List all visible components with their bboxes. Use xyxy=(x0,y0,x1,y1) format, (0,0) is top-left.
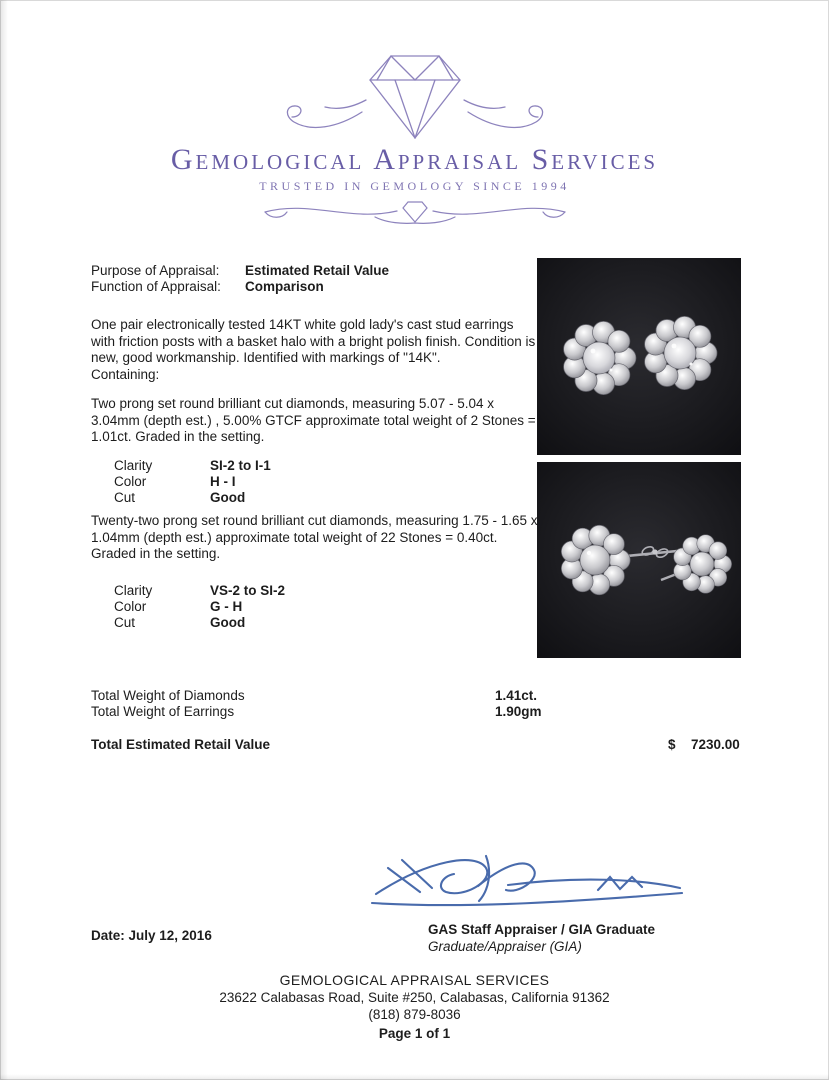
footer-address: 23622 Calabasas Road, Suite #250, Calabasas, California 91362 xyxy=(219,990,610,1005)
appraiser-credentials xyxy=(428,922,655,955)
footer-page-number: Page 1 of 1 xyxy=(378,1026,451,1041)
certificate-header xyxy=(0,50,829,230)
grade-label: Cut xyxy=(114,489,136,505)
grade-label: Color xyxy=(114,473,147,489)
grade-value: Good xyxy=(210,614,246,630)
grade-value: H - I xyxy=(210,473,236,489)
earrings-photo-front xyxy=(537,258,741,455)
grade-value: SI-2 to I-1 xyxy=(210,458,271,473)
diamond-logo-icon xyxy=(265,50,565,142)
purpose-value: Estimated Retail Value xyxy=(245,263,390,278)
earrings-photo-side xyxy=(537,462,741,658)
company-tagline: TRUSTED IN GEMOLOGY SINCE 1994 xyxy=(259,178,570,193)
appraiser-signature xyxy=(358,846,696,920)
signature-ink-icon xyxy=(358,846,696,920)
grade-label: Color xyxy=(114,598,147,614)
item-description-text: One pair electronically tested 14KT white gold lady's cast stud earrings with friction posts with a basket halo with a bright polish finish. Condition is new, good workmanship. Identified with markings of "14K". xyxy=(91,317,536,365)
purpose-label: Purpose of Appraisal: xyxy=(91,263,220,278)
retail-currency: $ xyxy=(668,737,676,752)
function-value: Comparison xyxy=(245,279,324,294)
function-label: Function of Appraisal: xyxy=(91,279,221,294)
total-weight-diamonds-label: Total Weight of Diamonds xyxy=(91,688,245,703)
company-title: Gemological Appraisal Services xyxy=(170,143,659,176)
footer-phone: (818) 879-8036 xyxy=(368,1007,461,1022)
grade-value: VS-2 to SI-2 xyxy=(210,583,286,598)
item-description xyxy=(91,317,541,383)
footer-company: GEMOLOGICAL APPRAISAL SERVICES xyxy=(279,972,550,988)
appraisal-date: Date: July 12, 2016 xyxy=(91,928,212,943)
grading-table-1 xyxy=(114,458,271,505)
retail-value: 7230.00 xyxy=(691,737,740,752)
grading-table-2 xyxy=(114,583,285,630)
grade-value: G - H xyxy=(210,598,243,614)
grade-label: Clarity xyxy=(114,583,153,598)
stone-group-1-description: Two prong set round brilliant cut diamonds, measuring 5.07 - 5.04 x 3.04mm (depth est.) , 5.00% GTCF approximate total weight of 2 Stones = 1.01ct. Graded in the setting. xyxy=(91,396,536,444)
containing-label: Containing: xyxy=(91,366,160,382)
ornamental-flourish-icon xyxy=(255,196,575,230)
appraiser-subtitle: Graduate/Appraiser (GIA) xyxy=(428,938,582,954)
appraiser-title: GAS Staff Appraiser / GIA Graduate xyxy=(428,922,656,937)
grade-value: Good xyxy=(210,489,246,505)
total-weight-earrings-label: Total Weight of Earrings xyxy=(91,704,235,719)
grade-label: Cut xyxy=(114,614,136,630)
total-weight-earrings-value: 1.90gm xyxy=(495,704,542,719)
appraisal-purpose-block xyxy=(91,263,389,295)
totals-block xyxy=(91,688,691,720)
stone-group-2-description: Twenty-two prong set round brilliant cut diamonds, measuring 1.75 - 1.65 x 1.04mm (depth est.) approximate total weight of 22 Stones = 0.40ct. Graded in the setting. xyxy=(91,513,538,561)
grade-label: Clarity xyxy=(114,458,153,473)
total-weight-diamonds-value: 1.41ct. xyxy=(495,688,538,703)
retail-value-label: Total Estimated Retail Value xyxy=(91,737,271,752)
